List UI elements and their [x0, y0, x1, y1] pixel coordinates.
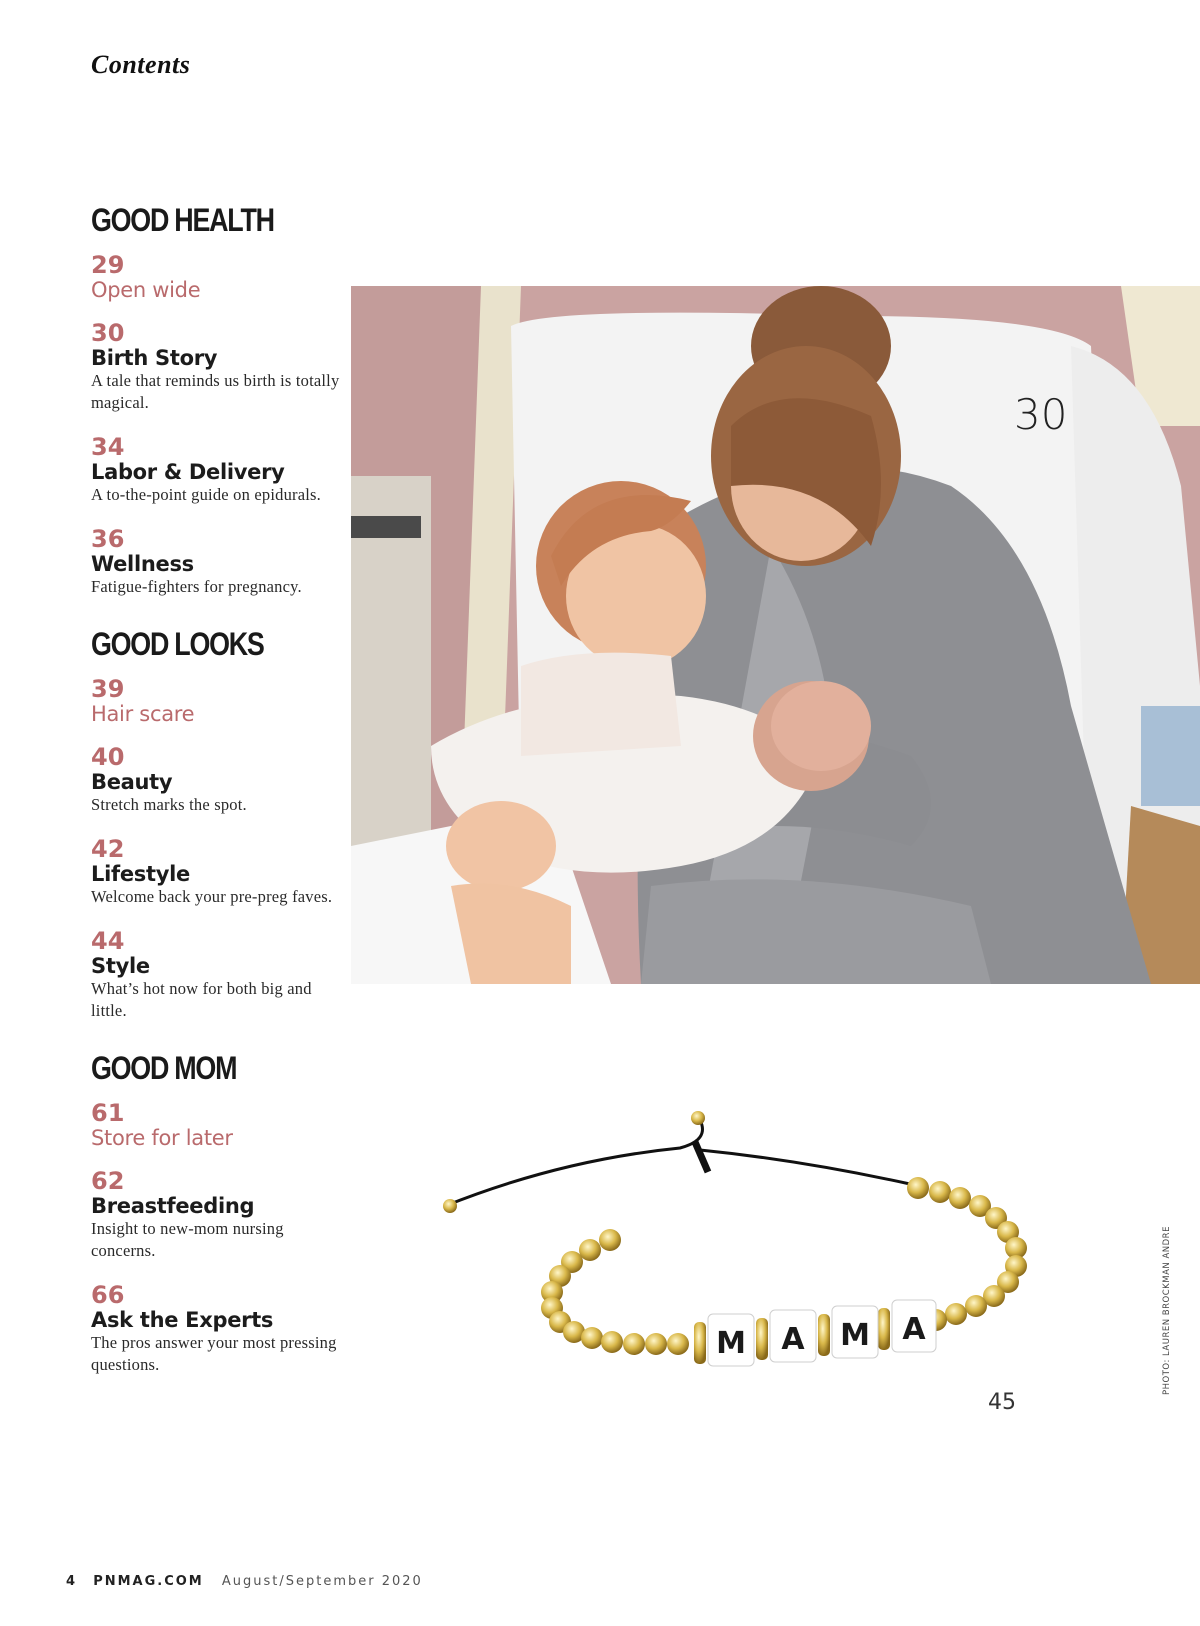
- footer-site[interactable]: PNMAG.COM: [93, 1574, 204, 1589]
- entry-headline: Wellness: [91, 552, 194, 576]
- section-good-mom: [91, 1048, 341, 1376]
- entry-headline: Ask the Experts: [91, 1308, 274, 1332]
- section-good-health: [91, 200, 341, 598]
- page-number: 62: [91, 1167, 125, 1195]
- page-number: 39: [91, 675, 125, 703]
- section-heading: GOOD LOOKS: [91, 626, 264, 662]
- page-number: 36: [91, 525, 125, 553]
- entry-headline: Style: [91, 954, 150, 978]
- folio-page-number: 4: [66, 1574, 78, 1589]
- entry-headline: Birth Story: [91, 346, 218, 370]
- feature-photo-family[interactable]: [351, 286, 1200, 984]
- entry-description: The pros answer your most pressing questions.: [91, 1333, 337, 1374]
- page-number: 29: [91, 251, 125, 279]
- toc-entry[interactable]: [91, 252, 341, 302]
- toc-entry[interactable]: [91, 434, 341, 506]
- photo-page-ref: 30: [1014, 390, 1068, 439]
- toc-entry[interactable]: [91, 526, 341, 598]
- entry-headline: Hair scare: [91, 702, 195, 726]
- toc-entry[interactable]: [91, 1282, 341, 1376]
- toc-entry[interactable]: [91, 928, 341, 1022]
- entry-headline: Labor & Delivery: [91, 460, 285, 484]
- bracelet-page-ref: 45: [988, 1390, 1016, 1415]
- section-heading: GOOD MOM: [91, 1050, 237, 1086]
- footer-issue-date: August/September 2020: [221, 1574, 423, 1589]
- page-number: 44: [91, 927, 125, 955]
- page-footer: [66, 1574, 423, 1589]
- entry-headline: Beauty: [91, 770, 173, 794]
- bead-letter: A: [781, 1322, 805, 1357]
- photo-credit: PHOTO: LAUREN BROCKMAN ANDRE: [1162, 1226, 1172, 1395]
- section-good-looks: [91, 624, 341, 1022]
- table-of-contents: [91, 200, 341, 1376]
- entry-headline: Store for later: [91, 1126, 233, 1150]
- toc-entry[interactable]: [91, 744, 341, 816]
- toc-entry[interactable]: [91, 1100, 341, 1150]
- entry-description: Fatigue-fighters for pregnancy.: [91, 577, 302, 596]
- entry-description: Stretch marks the spot.: [91, 795, 247, 814]
- bracelet-photo[interactable]: [440, 1110, 1080, 1380]
- entry-description: What’s hot now for both big and little.: [91, 979, 312, 1020]
- section-heading: GOOD HEALTH: [91, 202, 274, 238]
- bead-letter: A: [902, 1312, 926, 1347]
- toc-entry[interactable]: [91, 836, 341, 908]
- page-number: 40: [91, 743, 125, 771]
- toc-entry[interactable]: [91, 676, 341, 726]
- toc-entry[interactable]: [91, 1168, 341, 1262]
- entry-headline: Lifestyle: [91, 862, 190, 886]
- entry-headline: Breastfeeding: [91, 1194, 255, 1218]
- photo-illustration: [351, 286, 1200, 984]
- page-number: 34: [91, 433, 125, 461]
- page-number: 30: [91, 319, 125, 347]
- entry-description: A to-the-point guide on epidurals.: [91, 485, 321, 504]
- page-title: Contents: [91, 50, 191, 79]
- entry-description: Welcome back your pre-preg faves.: [91, 887, 333, 906]
- bead-letter: M: [840, 1318, 870, 1353]
- page-number: 66: [91, 1281, 125, 1309]
- entry-description: A tale that reminds us birth is totally magical.: [91, 371, 340, 412]
- bracelet-illustration: [440, 1110, 1080, 1380]
- entry-headline: Open wide: [91, 278, 201, 302]
- bead-letter: M: [716, 1326, 746, 1361]
- page-number: 61: [91, 1099, 125, 1127]
- toc-entry[interactable]: [91, 320, 341, 414]
- page-number: 42: [91, 835, 125, 863]
- entry-description: Insight to new-mom nursing concerns.: [91, 1219, 284, 1260]
